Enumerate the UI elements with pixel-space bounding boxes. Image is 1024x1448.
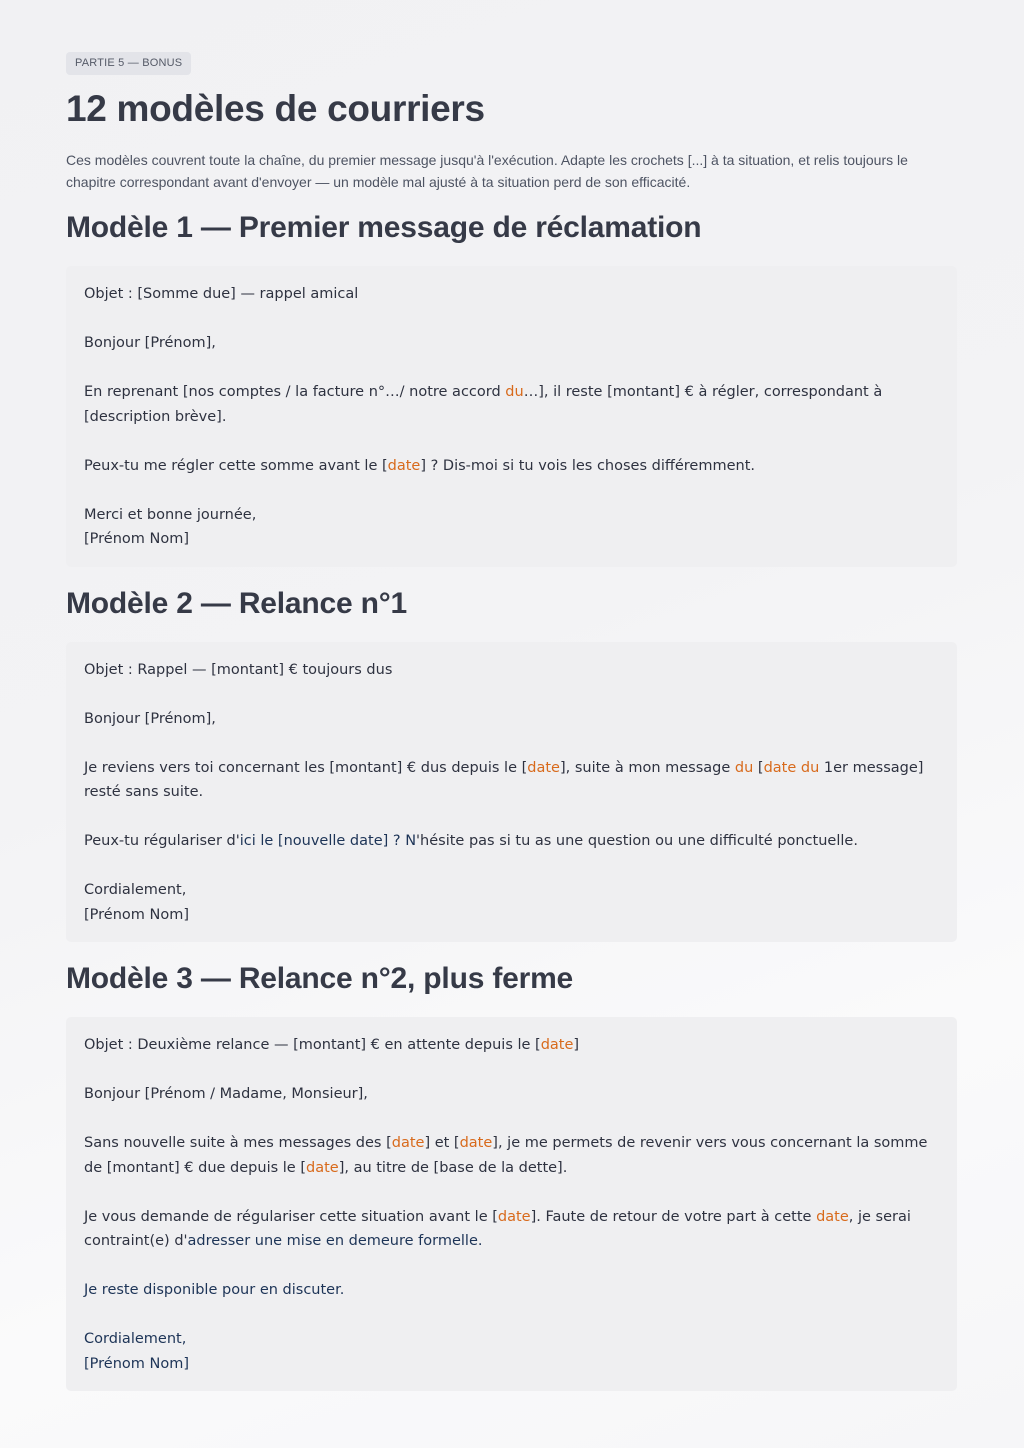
letter-paragraph	[84, 707, 939, 732]
letter-text: ]. Faute de retour de votre part à cette	[530, 1208, 817, 1225]
model-heading: Modèle 3 — Relance n°2, plus ferme	[66, 962, 574, 995]
placeholder-highlight: date	[540, 1037, 574, 1053]
model-section-3	[66, 960, 958, 1391]
letter-text: Objet : Rappel — [montant] € toujours dus	[84, 661, 393, 678]
placeholder-highlight: du	[734, 759, 754, 776]
letter-text: Peux-tu régulariser d'	[84, 833, 240, 849]
placeholder-highlight: date	[459, 1135, 493, 1151]
highlighted-text: [Prénom Nom]	[84, 1355, 190, 1372]
letter-paragraph	[84, 331, 939, 356]
letter-text: [Prénom Nom]	[84, 906, 190, 923]
letter-text: Je reviens vers toi concernant les [montant] € dus depuis le [	[84, 759, 528, 776]
placeholder-highlight: date	[816, 1208, 849, 1225]
letter-paragraph	[84, 878, 939, 927]
letter-text: Bonjour [Prénom / Madame, Monsieur],	[84, 1086, 368, 1102]
letter-paragraph	[84, 1278, 939, 1303]
section-badge: PARTIE 5 — BONUS	[66, 52, 191, 75]
placeholder-highlight: date	[527, 759, 560, 776]
letter-text: Cordialement,	[84, 882, 187, 898]
letter-text: Peux-tu me régler cette somme avant le [	[84, 457, 388, 474]
letter-text: Je vous demande de régulariser cette situation avant le [	[84, 1208, 498, 1225]
model-section-2	[66, 585, 958, 943]
letter-paragraph	[84, 658, 939, 683]
letter-text: Merci et bonne journée,	[84, 506, 257, 523]
letter-text: …], il reste [montant] € à régler, correspondant à [description brève].	[84, 384, 883, 425]
letter-text: 'hésite pas si tu as une question ou une difficulté ponctuelle.	[416, 833, 858, 849]
letter-text: Objet : [Somme due] — rappel amical	[84, 286, 359, 302]
letter-text: Bonjour [Prénom],	[84, 335, 216, 351]
letter-paragraph	[84, 1082, 939, 1107]
highlighted-text: Je reste disponible pour en discuter.	[84, 1282, 345, 1298]
letter-text: ], je me permets de revenir vers vous concernant la somme de [montant] € due depuis le [	[84, 1135, 928, 1176]
letter-text: ] et [	[424, 1135, 460, 1151]
letter-text: ], suite à mon message	[559, 759, 735, 776]
letter-text: ]	[573, 1037, 580, 1053]
letter-paragraph	[84, 454, 939, 479]
letter-template-box	[66, 1017, 957, 1391]
placeholder-highlight: du	[505, 384, 524, 400]
page-title: 12 modèles de courriers	[66, 88, 485, 129]
letter-paragraph	[84, 380, 939, 429]
letter-text: Bonjour [Prénom],	[84, 710, 216, 727]
letter-text: Objet : Deuxième relance — [montant] € en attente depuis le [	[84, 1037, 541, 1053]
letter-paragraph	[84, 1131, 939, 1180]
highlighted-text: ici le [nouvelle date] ? N	[239, 833, 417, 849]
letter-text: En reprenant [nos comptes / la facture n°…/ notre accord	[84, 384, 506, 400]
placeholder-highlight: date	[305, 1159, 339, 1176]
intro-text: Ces modèles couvrent toute la chaîne, du premier message jusqu'à l'exécution. Adapte les crochets [...] à ta situation, et relis toujours le chapitre correspondant avant d'envoyer — un modèle mal ajusté à ta situation perd de son efficacité.	[66, 152, 908, 190]
letter-paragraph	[84, 1327, 939, 1376]
letter-paragraph	[84, 1033, 939, 1058]
highlighted-text: Cordialement,	[84, 1331, 187, 1347]
letter-paragraph	[84, 756, 939, 805]
letter-text: , je serai contraint(e) d'	[84, 1208, 911, 1249]
letter-text: ] ? Dis-moi si tu vois les choses différemment.	[420, 457, 755, 474]
letter-paragraph	[84, 1205, 939, 1254]
letter-text: [Prénom Nom]	[84, 531, 190, 547]
model-heading: Modèle 2 — Relance n°1	[66, 586, 408, 620]
placeholder-highlight: date	[391, 1135, 425, 1151]
letter-paragraph	[84, 282, 939, 307]
model-section-1	[66, 209, 958, 567]
letter-text: 1er message] resté sans suite.	[84, 759, 924, 800]
placeholder-highlight: date	[497, 1208, 531, 1225]
highlighted-text: adresser une mise en demeure formelle.	[187, 1233, 483, 1249]
letter-paragraph	[84, 829, 939, 854]
letter-template-box	[66, 642, 957, 943]
placeholder-highlight: date	[387, 457, 421, 474]
letter-text: [	[753, 759, 764, 776]
letter-template-box	[66, 266, 957, 567]
letter-paragraph	[84, 503, 939, 552]
placeholder-highlight: date du	[763, 759, 820, 776]
letter-text: Sans nouvelle suite à mes messages des [	[84, 1135, 392, 1151]
letter-text: ], au titre de [base de la dette].	[338, 1159, 568, 1176]
model-heading: Modèle 1 — Premier message de réclamation	[66, 211, 702, 244]
